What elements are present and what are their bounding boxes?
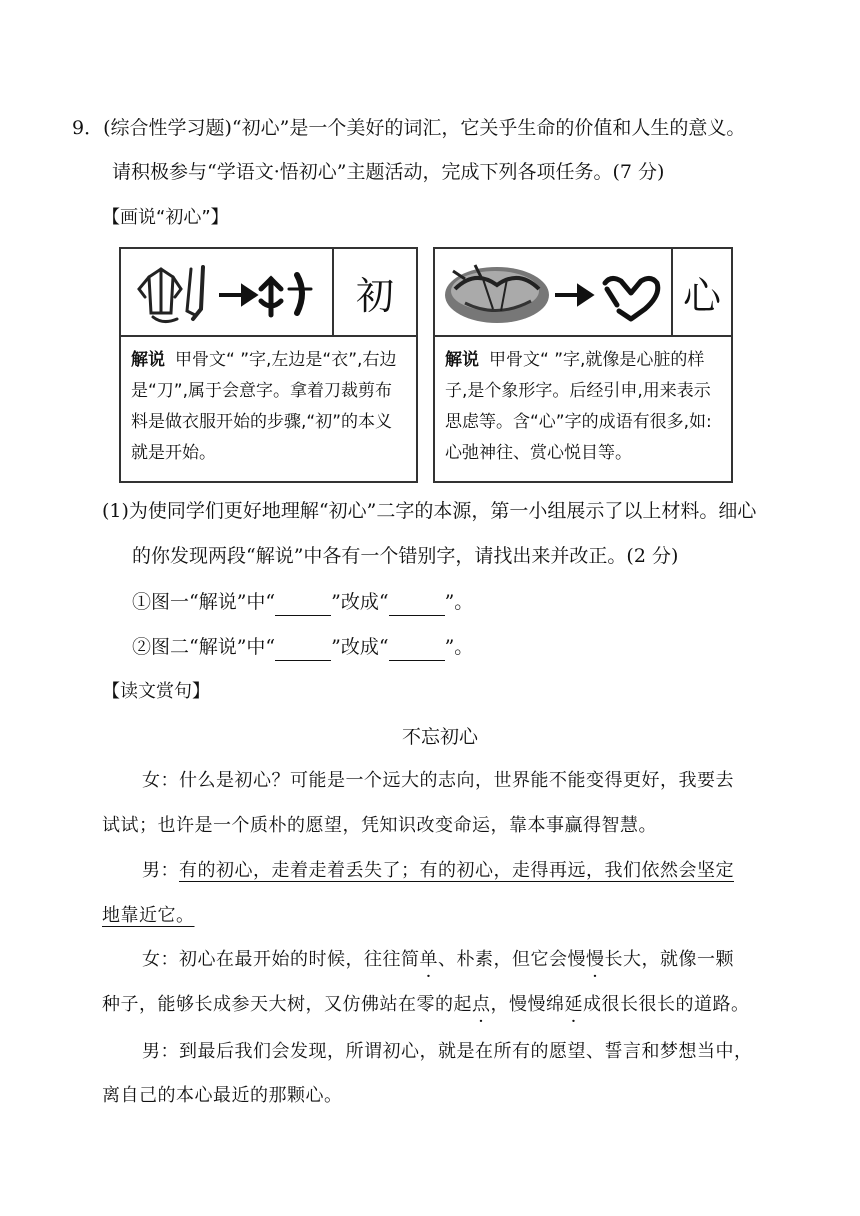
passage-p1-line-1: 女：什么是初心？可能是一个远大的志向，世界能不能变得更好，我要去 <box>142 770 734 791</box>
figure2-text: 甲骨文“ ”字,就像是心脏的样子,是个象形字。后经引申,用来表示思虑等。含“心”字的成语有很多,如:心弛神往、赏心悦目等。 <box>445 350 712 463</box>
oracle-bone-chu-image <box>121 249 332 337</box>
passage-p2-line-1: 男：有的初心，走着走着丢失了；有的初心，走得再远，我们依然会坚定 <box>142 860 734 881</box>
question-line-1: 9．(综合性学习题)“初心”是一个美好的词汇，它关乎生命的价值和人生的意义。 <box>72 117 746 139</box>
figure1-text: 甲骨文“ ”字,左边是“衣”,右边是“刀”,属于会意字。拿着刀裁剪布料是做衣服开始的步骤,“初”的本义就是开始。 <box>131 350 397 463</box>
dotted-char: 点 <box>472 994 491 1015</box>
answer-blank-1b[interactable] <box>389 595 445 616</box>
task1-line-2: 的你发现两段“解说”中各有一个错别字，请找出来并改正。(2 分) <box>132 545 679 567</box>
figure-xin <box>433 247 733 483</box>
passage-p2-line-2: 地靠近它。 <box>102 905 195 926</box>
figure2-explanation <box>445 345 723 469</box>
task1-item-2: ②图二“解说”中“ ”改成“ ”。 <box>132 633 473 661</box>
figure1-explanation <box>131 345 408 469</box>
passage-p3-line-2: 种子，能够长成参天大树，又仿佛站在零的起点，慢慢绵延成很长很长的道路。 <box>102 994 750 1015</box>
task1-item-1: ①图一“解说”中“ ”改成“ ”。 <box>132 588 473 616</box>
figure1-label: 解说 <box>131 350 165 370</box>
passage-p4-line-2: 离自己的本心最近的那颗心。 <box>102 1085 343 1106</box>
section-title-picture: 【画说“初心”】 <box>102 207 229 228</box>
answer-blank-2a[interactable] <box>275 640 331 661</box>
dotted-char: 慢 <box>586 949 605 970</box>
xin-evolution-icon <box>435 249 669 335</box>
dotted-char: 延 <box>564 994 583 1015</box>
figure2-label: 解说 <box>445 350 479 370</box>
passage-p1-line-2: 试试；也许是一个质朴的愿望，凭知识改变命运，靠本事赢得智慧。 <box>102 815 657 836</box>
oracle-bone-xin-image <box>435 249 671 337</box>
task1-line-1: (1)为使同学们更好地理解“初心”二字的本源，第一小组展示了以上材料。细心 <box>102 500 757 522</box>
dotted-char: 单 <box>419 949 438 970</box>
passage-title: 不忘初心 <box>402 726 479 748</box>
character-xin: 心 <box>671 249 731 337</box>
answer-blank-2b[interactable] <box>389 640 445 661</box>
answer-blank-1a[interactable] <box>275 595 331 616</box>
character-chu: 初 <box>332 249 416 337</box>
chu-evolution-icon <box>121 249 330 335</box>
figure-chu <box>119 247 418 483</box>
passage-p4-line-1: 男：到最后我们会发现，所谓初心，就是在所有的愿望、誓言和梦想当中， <box>142 1041 753 1062</box>
passage-p3-line-1: 女：初心在最开始的时候，往往简单、朴素，但它会慢慢长大，就像一颗 <box>142 949 734 970</box>
section-title-reading: 【读文赏句】 <box>102 681 210 702</box>
question-line-2: 请积极参与“学语文·悟初心”主题活动，完成下列各项任务。(7 分) <box>112 161 665 183</box>
underlined-sentence: 有的初心，走着走着丢失了；有的初心，走得再远，我们依然会坚定 <box>179 860 734 881</box>
